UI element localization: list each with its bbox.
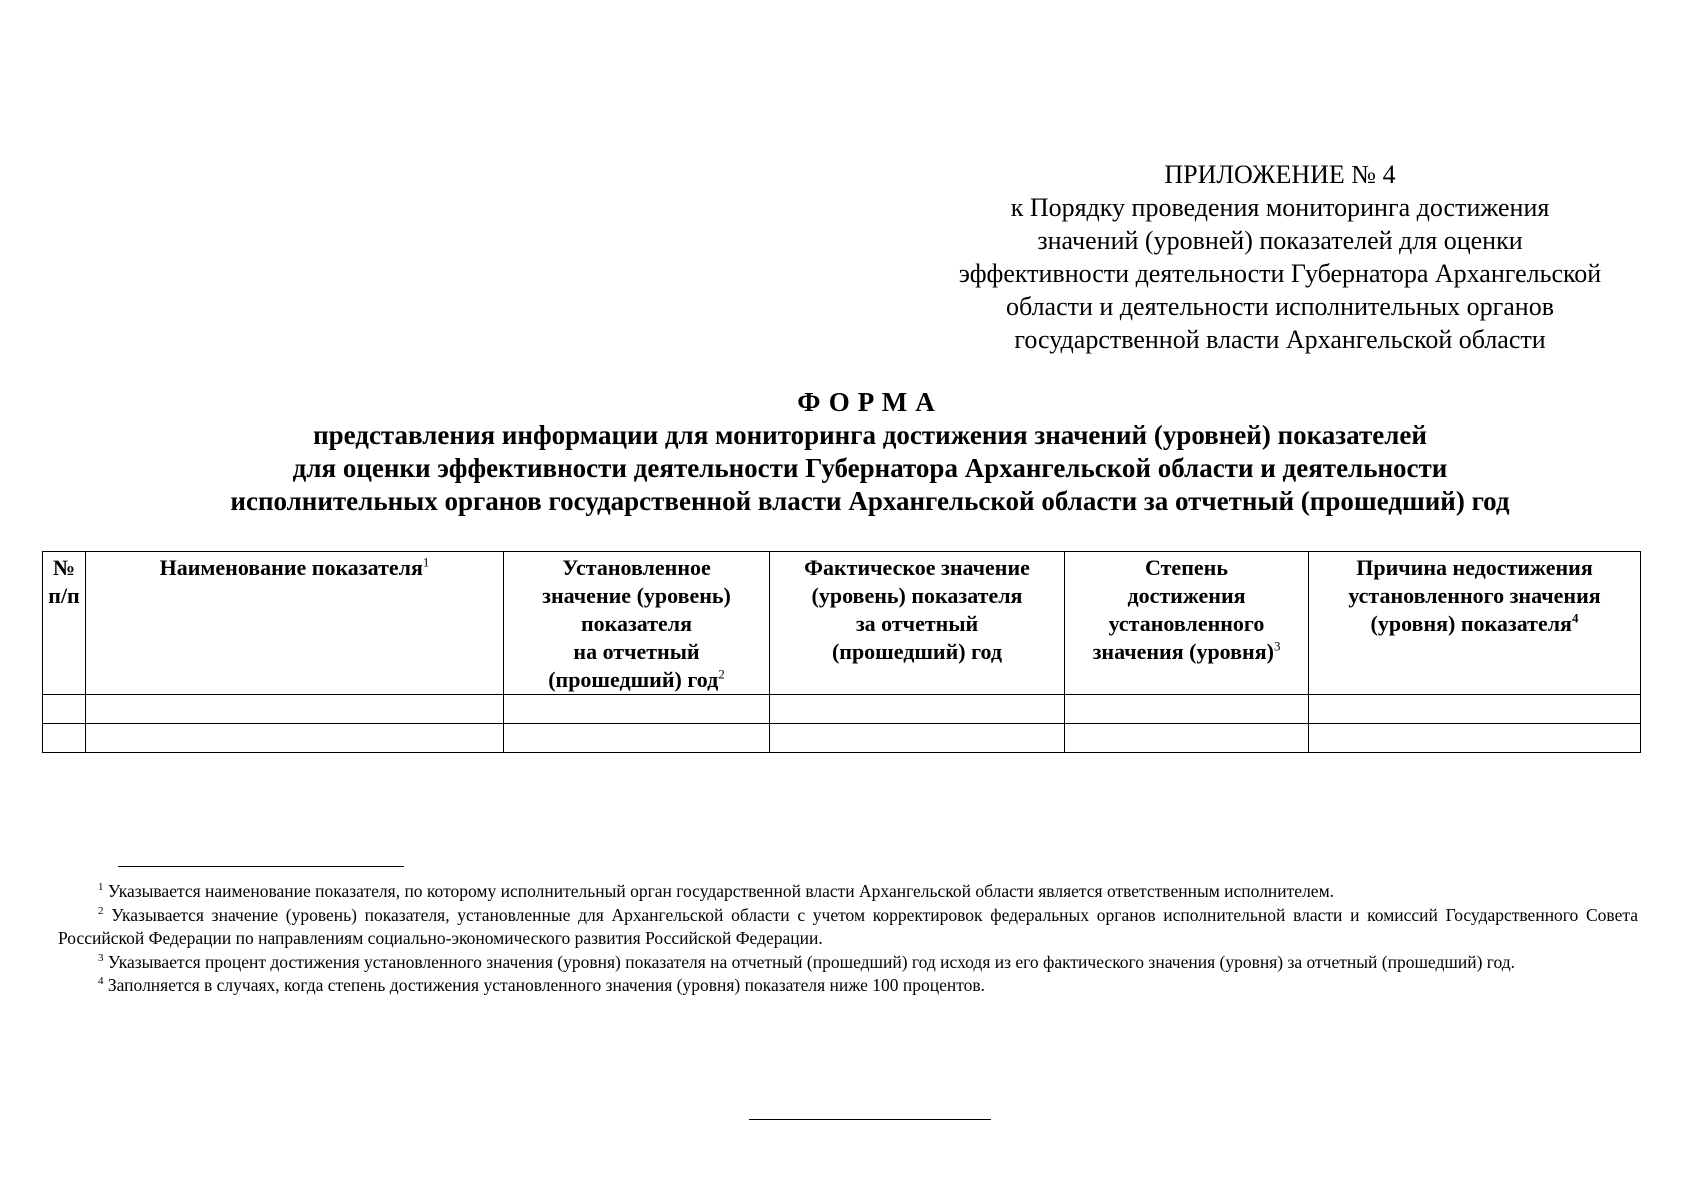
table-cell[interactable] (43, 724, 86, 753)
table-cell[interactable] (86, 724, 504, 753)
footnote: $^3$ Указывается процент достижения установленного значения (уровня) показателя на отчетный (прошедший) год исходя из его фактического значения (уровня) за отчетный (прошедший) год. (98, 951, 1516, 972)
header-reason: Причина недостижения установленного значения (уровня) показателя$^4$ (1309, 552, 1641, 695)
footnotes (58, 880, 1638, 998)
form-title-line: исполнительных органов государственной власти Архангельской области за отчетный (прошедший) год (230, 486, 1510, 516)
footnote-mark: 3 (98, 951, 104, 964)
header-indicator-name: Наименование показателя$^1$ (86, 552, 504, 695)
table-cell[interactable] (1309, 724, 1641, 753)
table-cell[interactable] (770, 724, 1065, 753)
table-cell[interactable] (43, 695, 86, 724)
footnote-ref: 3 (1273, 638, 1281, 654)
footnote-ref: 2 (718, 666, 725, 682)
footnote: $^2$ Указывается значение (уровень) показателя, установленные для Архангельской области с учетом корректировок федеральных органов исполнительной власти и комиссий Государственного Совета Российской Федерации по направлениям социально-экономического развития Российской Федерации. (58, 904, 1638, 948)
table-cell[interactable] (1065, 695, 1309, 724)
table-row (43, 724, 1641, 753)
table-cell[interactable] (1309, 695, 1641, 724)
table-cell[interactable] (86, 695, 504, 724)
footnote-mark: 2 (98, 904, 104, 917)
table-header-row (43, 552, 1641, 695)
footnote: $^4$ Заполняется в случаях, когда степень достижения установленного значения (уровня) показателя ниже 100 процентов. (98, 975, 986, 995)
header-actual-value: Фактическое значение (уровень) показателя за отчетный (прошедший) год (770, 552, 1065, 695)
table-cell[interactable] (504, 724, 770, 753)
form-title (0, 386, 1697, 518)
footnote-separator (118, 866, 404, 867)
footnote-ref: 1 (422, 554, 430, 570)
table-cell[interactable] (1065, 724, 1309, 753)
form-title-word: ФОРМА (797, 387, 943, 417)
appendix-line: ПРИЛОЖЕНИЕ № 4 (1164, 160, 1396, 189)
table-cell[interactable] (504, 695, 770, 724)
appendix-line: эффективности деятельности Губернатора Архангельской (958, 259, 1602, 288)
table-row (43, 695, 1641, 724)
header-number: № п/п (43, 552, 86, 695)
bottom-rule (749, 1119, 991, 1120)
header-set-value: Установленное значение (уровень) показателя на отчетный (прошедший) год$^2$ (504, 552, 770, 695)
appendix-line: государственной власти Архангельской области (1014, 325, 1546, 354)
appendix-line: области и деятельности исполнительных органов (1005, 292, 1554, 321)
monitoring-table (42, 551, 1641, 753)
appendix-line: значений (уровней) показателей для оценки (1037, 226, 1523, 255)
footnote-mark: 4 (98, 975, 104, 988)
appendix-line: к Порядку проведения мониторинга достижения (1010, 193, 1550, 222)
footnote-mark: 1 (98, 881, 104, 894)
table-cell[interactable] (770, 695, 1065, 724)
appendix-header (930, 158, 1630, 356)
footnote-ref: 4 (1571, 610, 1579, 626)
header-degree: Степень достижения установленного значения (уровня)$^3$ (1065, 552, 1309, 695)
form-title-line: для оценки эффективности деятельности Губернатора Архангельской области и деятельности (292, 453, 1448, 483)
footnote: $^1$ Указывается наименование показателя, по которому исполнительный орган государственной власти Архангельской области является ответственным исполнителем. (98, 881, 1335, 901)
form-title-line: представления информации для мониторинга достижения значений (уровней) показателей (313, 420, 1427, 450)
